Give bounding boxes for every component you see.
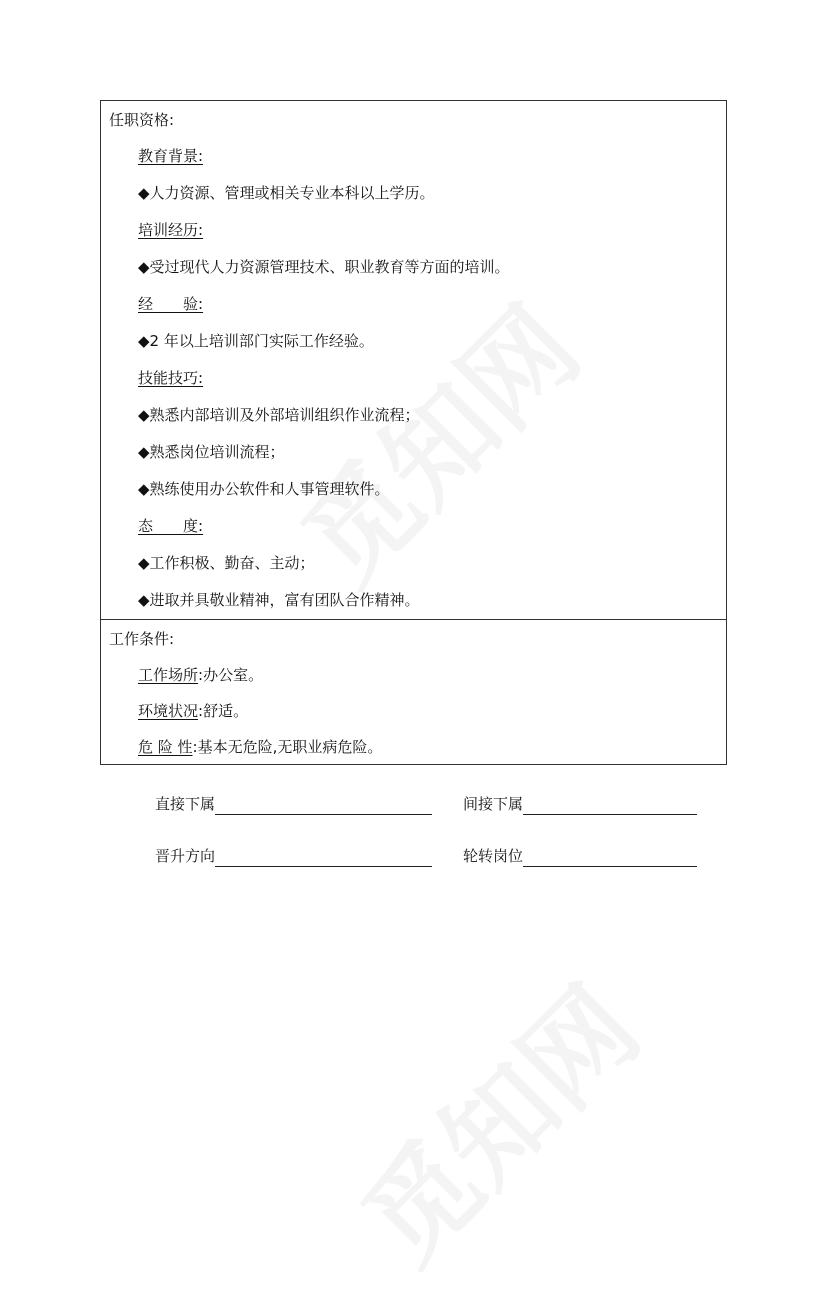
promotion-path-blank[interactable] [215,848,432,867]
risk-row [101,734,726,760]
environment-value: :舒适。 [198,702,249,720]
qualifications-title: 任职资格: [109,111,175,129]
indirect-subordinates-blank[interactable] [523,796,697,815]
work-place-row [101,662,726,688]
risk-label: 危 险 性 [138,738,193,756]
promotion-path-line [155,845,432,867]
promotion-path-label: 晋升方向 [155,847,216,865]
skills-label: 技能技巧: [138,369,204,387]
skills-item: ◆熟练使用办公软件和人事管理软件。 [138,480,390,498]
experience-label: 经 验: [138,295,204,313]
skills-item: ◆熟悉岗位培训流程； [138,443,285,461]
work-place-value: :办公室。 [198,666,264,684]
training-item: ◆受过现代人力资源管理技术、职业教育等方面的培训。 [138,258,510,276]
environment-label: 环境状况 [138,702,199,720]
attitude-label: 态 度: [138,517,204,535]
education-label-row [101,143,726,169]
environment-row [101,698,726,724]
training-label-row [101,217,726,243]
attitude-item: ◆进取并具敬业精神，富有团队合作精神。 [138,591,420,609]
experience-item: ◆2 年以上培训部门实际工作经验。 [138,332,374,350]
indirect-subordinates-label: 间接下属 [463,795,524,813]
direct-subordinates-blank[interactable] [215,796,432,815]
education-label: 教育背景: [138,147,204,165]
training-label: 培训经历: [138,221,204,239]
work-conditions-section [101,619,726,764]
attitude-item: ◆工作积极、勤奋、主动； [138,554,315,572]
work-place-label: 工作场所 [138,666,199,684]
direct-subordinates-label: 直接下属 [155,795,216,813]
skills-label-row [101,365,726,391]
risk-value: :基本无危险,无职业病危险。 [192,738,383,756]
rotation-positions-blank[interactable] [523,848,697,867]
watermark-bottom [322,946,667,1291]
qualifications-section [101,101,726,619]
work-conditions-title: 工作条件: [109,630,175,648]
experience-label-row [101,291,726,317]
direct-subordinates-line [155,793,432,815]
attitude-label-row [101,513,726,539]
rotation-positions-line [463,845,697,867]
education-item: ◆人力资源、管理或相关专业本科以上学历。 [138,184,435,202]
skills-item: ◆熟悉内部培训及外部培训组织作业流程； [138,406,420,424]
job-description-table [100,100,727,765]
indirect-subordinates-line [463,793,697,815]
rotation-positions-label: 轮转岗位 [463,847,524,865]
